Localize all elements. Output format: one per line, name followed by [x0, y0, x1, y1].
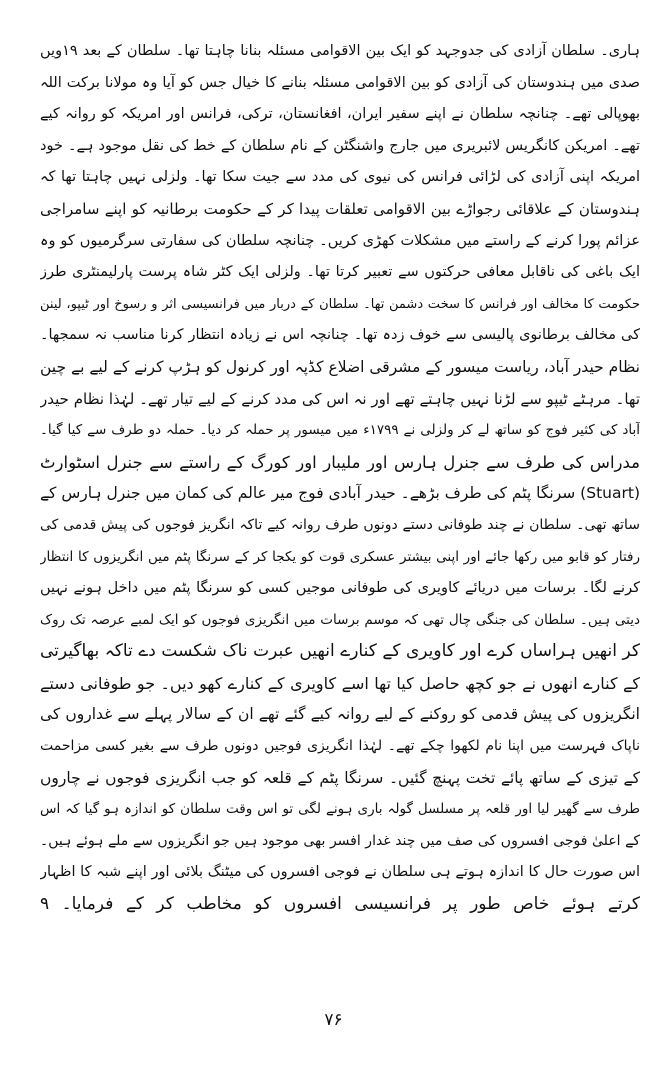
text-line: ایک باغی کی ناقابل معافی حرکتوں سے تعبیر کرتا تھا۔ ولزلی ایک کٹر شاہ پرست پارلیمنٹری طرز — [40, 264, 640, 281]
text-line: تھا۔ مرہٹے ٹیپو سے لڑنا نہیں چاہتے تھے اور نہ اس کی مدد کرنے کے لیے تیار تھے۔ لہٰذا نظام حیدر — [40, 389, 640, 408]
text-line: کے تیزی کے ساتھ پائے تخت پہنچ گئیں۔ سرنگا پٹم کے قلعہ کو جب انگریزی فوجوں نے چاروں — [40, 768, 640, 787]
text-line: ناپاک فہرست میں اپنا نام لکھوا چکے تھے۔ لہٰذا انگریزی فوجیں دونوں طرف سے بغیر کسی مزاحمت — [40, 738, 640, 755]
text-line: تھے۔ امریکن کانگریس لائبریری میں جارج واشنگٹن کے نام سلطان کے خط کی نقل موجود ہے۔ خود — [40, 137, 640, 154]
text-line: کے کنارے انھوں نے جو کچھ حاصل کیا تھا اسے کاویری کے کنارے کھو دیں۔ جو طوفانی دستے — [40, 673, 640, 693]
text-line: (Stuart) سرنگا پٹم کی طرف بڑھے۔ حیدر آبادی فوج میر عالم کی کمان میں جنرل ہارس کے — [40, 484, 640, 503]
text-line: ہاری۔ سلطان آزادی کی جدوجہد کو ایک بین الاقوامی مسئلہ بنانا چاہتا تھا۔ سلطان کے بعد ۱۹ویں — [40, 43, 640, 59]
text-line: نظام حیدر آباد، ریاست میسور کے مشرقی اضلاع کڈپہ اور کرنول کو ہڑپ کرنے کے لیے بے چین — [40, 357, 640, 376]
text-line: کر انھیں ہراساں کرے اور کاویری کے کنارے انھیں عبرت ناک شکست دے تاکہ بھاگیرتی — [40, 641, 640, 662]
text-line: مدراس کی طرف سے جنرل ہارس اور ملیبار اور کورگ کے راستے سے جنرل اسٹوارٹ — [40, 452, 640, 472]
text-line: اس صورت حال کا اندازہ ہوتے ہی سلطان نے فوجی افسروں کی میٹنگ بلائی اور اپنے شبہ کا اظہار — [40, 864, 640, 881]
text-line: آباد کی کثیر فوج کو ساتھ لے کر ولزلی نے ۱۷۹۹ء میں میسور پر حملہ کر دیا۔ حملہ دو طرف سے کیا گیا۔ — [40, 422, 640, 439]
body-text — [40, 36, 640, 921]
text-line: حکومت کا مخالف اور فرانس کا سخت دشمن تھا۔ سلطان کے دربار میں فرانسیسی اثر و رسوخ اور ٹیپو، لینن — [40, 296, 640, 312]
text-line: صدی میں ہندوستان کی آزادی کو بین الاقوامی مسئلہ بنانے کا خیال جس کو آیا وہ مولانا برکت اللہ — [40, 74, 640, 91]
text-line: انگریزوں کی پیش قدمی کو روکنے کے لیے روانہ کیے گئے تھے ان کے سالار پہلے سے غداروں کی — [40, 705, 640, 724]
text-line: عزائم پورا کرنے کے راستے میں مشکلات کھڑی کریں۔ چنانچہ سلطان کی سفارتی سرگرمیوں کو وہ — [40, 232, 640, 249]
text-line: رفتار کو قابو میں رکھا جائے اور اپنی بیشتر عسکری قوت کو یکجا کر کے سرنگا پٹم میں انگریزوں کا انتظار — [40, 548, 640, 565]
text-line: امریکہ اپنی آزادی کی لڑائی فرانس کی نیوی کی مدد سے جیت سکا تھا۔ ولزلی نہیں چاہتا تھا کہ — [40, 169, 640, 186]
text-line: کے اعلیٰ فوجی افسروں کی صف میں چند غدار افسر بھی موجود ہیں جو انگریزوں سے ملے ہوئے ہیں۔ — [40, 832, 640, 849]
text-line: طرف سے گھیر لیا اور قلعہ پر مسلسل گولہ باری ہونے لگی تو اس وقت سلطان کو اندازہ ہو گیا کہ اس — [40, 801, 640, 818]
text-line: کرتے ہوئے خاص طور پر فرانسیسی افسروں کو مخاطب کر کے فرمایا۔ ۹ — [40, 894, 640, 915]
text-line: بھوپالی تھے۔ چنانچہ سلطان نے اپنے سفیر ایران، افغانستان، ترکی، فرانس اور امریکہ کو روانہ کیے — [40, 106, 640, 123]
page-number: ۷۶ — [324, 1010, 343, 1030]
text-line: ساتھ تھی۔ سلطان نے چند طوفانی دستے دونوں طرف روانہ کیے تاکہ انگریز فوجوں کی پیش قدمی کی — [40, 516, 640, 533]
text-line: دیتی ہیں۔ سلطان کی جنگی چال تھی کہ موسم برسات میں انگریزی فوجوں کو ایک لمبے عرصہ تک روک — [40, 611, 640, 628]
text-line: ہندوستان کے علاقائی رجواڑے بین الاقوامی تعلقات پیدا کر کے حکومت برطانیہ کو اپنے سامراجی — [40, 199, 640, 218]
text-line: کرنے لگا۔ برسات میں دریائے کاویری کی طوفانی موجیں کسی کو سرنگا پٹم میں داخل ہونے نہیں — [40, 580, 640, 597]
text-line: کی مخالف برطانوی پالیسی سے خوف زدہ تھا۔ چنانچہ اس نے زیادہ انتظار کرنا مناسب نہ سمجھا۔ — [40, 327, 640, 344]
